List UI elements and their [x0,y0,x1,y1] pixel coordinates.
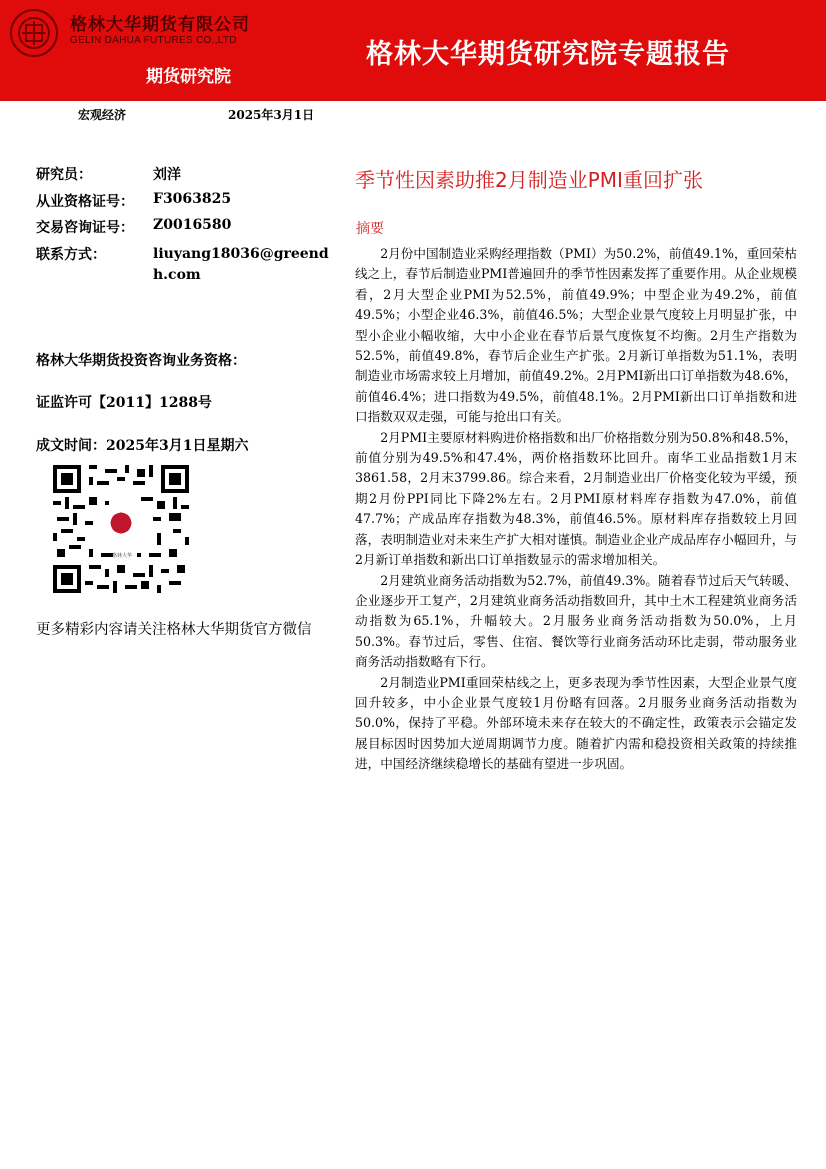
article-title: 季节性因素助推2月制造业PMI重回扩张 [355,168,703,192]
contact-label: 联系方式： [36,247,106,263]
qualification-number: F3063825 [153,191,232,207]
abstract-paragraph: 2月PMI主要原材料购进价格指数和出厂价格指数分别为50.8%和48.5%，前值分别为49.5%和47.4%，两价格指数环比回升。南华工业品指数1月末3861.58，2月末3799.86。综合来看，2月制造业出厂价格变化较为平缓，预期2月份PPI同比下降2%左右。2月PMI原材料库存指数为47.0%，前值47.7%；产成品库存指数为48.3%，前值46.5%。原材料库存指数较上月回落，表明制造业对未来生产扩大相对谨慎。制造业企业产成品库存小幅回升，与2月新订单指数和新出口订单指数显示的需求增加相关。 [355,429,797,568]
written-time: 成文时间：2025年3月1日星期六 [36,438,249,454]
report-title: 格林大华期货研究院专题报告 [366,39,730,70]
abstract-label: 摘要 [356,221,384,237]
license-number: 证监许可【2011】1288号 [36,395,212,411]
wechat-qr-code [53,465,189,593]
company-name-cn: 格林大华期货有限公司 [70,15,250,35]
abstract-paragraph: 2月份中国制造业采购经理指数（PMI）为50.2%，前值49.1%，重回荣枯线之上，春节后制造业PMI普遍回升的季节性因素发挥了重要作用。从企业规模看，2月大型企业PMI为52.5%，前值49.9%；中型企业为49.2%，前值49.5%；小型企业46.3%，前值46.5%；大型企业景气度较上月明显扩张，中型小企业小幅收缩，大中小企业在春节后景气度恢复不均衡。2月生产指数为52.5%，前值49.8%，春节后企业生产扩张。2月新订单指数为51.1%，表明制造业市场需求较上月增加，前值49.2%。2月PMI新出口订单指数为48.6%，前值46.4%；进口指数为49.5%，前值48.1%。2月PMI新出口订单指数和进口指数双双走强，可能与抢出口有关。 [355,246,797,425]
header-band [0,0,826,101]
abstract-paragraph: 2月制造业PMI重回荣枯线之上，更多表现为季节性因素，大型企业景气度回升较多，中小企业景气度较1月份略有回落。2月服务业商务活动指数为50.0%，保持了平稳。外部环境未来存在较大的不确定性，政策表示会锚定发展目标因时因势加大逆周期调节力度。随着扩内需和稳投资相关政策的持续推进，中国经济继续稳增长的基础有望进一步巩固。 [355,674,797,772]
abstract-paragraph: 2月建筑业商务活动指数为52.7%，前值49.3%。随着春节过后天气转暖、企业逐步开工复产，2月建筑业商务活动指数回升，其中土木工程建筑业商务活动指数为65.1%，升幅较大。2月服务业商务活动指数为50.0%，上月50.3%。春节过后，零售、住宿、餐饮等行业商务活动环比走弱，带动服务业商务活动指数略有下行。 [355,572,797,670]
report-category: 宏观经济 [78,108,127,122]
researcher-name: 刘洋 [153,167,181,183]
logo-mark [16,15,52,51]
company-name-en: GELIN DAHUA FUTURES CO.,LTD [70,35,237,46]
wechat-follow-note: 更多精彩内容请关注格林大华期货官方微信 [36,622,312,638]
researcher-label: 研究员： [36,167,92,183]
report-date: 2025年3月1日 [228,108,315,122]
consulting-number: Z0016580 [153,217,232,233]
company-logo-icon [10,9,58,57]
qr-center-label: 格林大华 [111,553,132,559]
license-title: 格林大华期货投资咨询业务资格： [36,353,246,369]
qualification-label: 从业资格证号： [36,194,134,210]
consulting-label: 交易咨询证号： [36,220,134,236]
department-name: 期货研究院 [146,67,231,87]
abstract-body [355,244,797,775]
contact-email[interactable]: liuyang18036@greendh.com [153,246,329,283]
